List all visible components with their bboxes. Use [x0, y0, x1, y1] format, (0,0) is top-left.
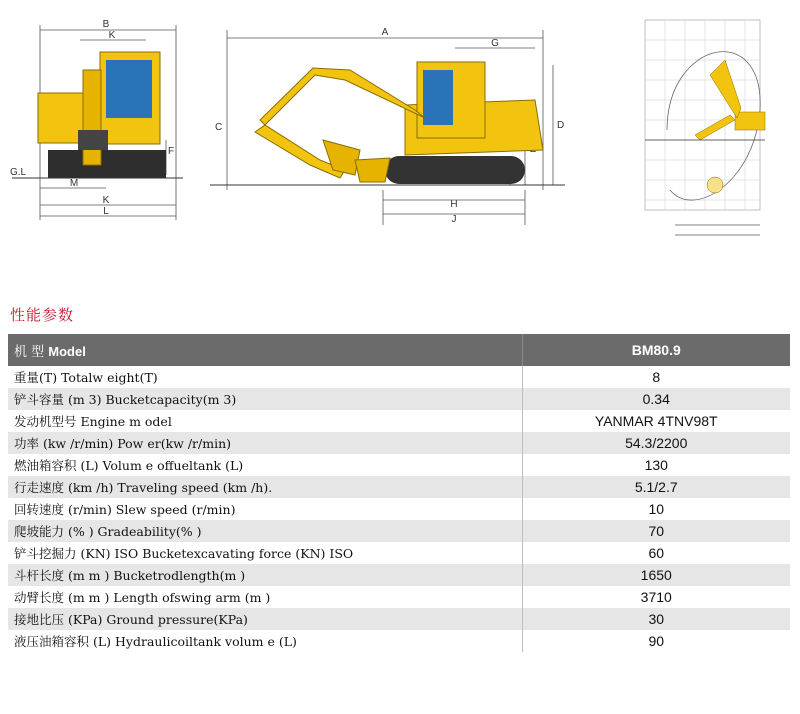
section-title: 性能参数 [10, 306, 75, 324]
working-range-diagram [615, 0, 770, 245]
row-label: 行走速度 (km /h) Traveling speed (km /h). [8, 476, 522, 498]
table-row [8, 454, 790, 476]
row-value: 54.3/2200 [522, 432, 790, 454]
table-row [8, 608, 790, 630]
row-label: 动臂长度 (m m ) Length ofswing arm (m ) [14, 590, 271, 605]
front-label-f: F [168, 146, 175, 157]
header-label-cn: 机 型 [14, 344, 45, 360]
front-label-gl: G.L [10, 167, 27, 178]
row-label: 铲斗挖掘力 (KN) ISO Bucketexcavating force (KN) ISO [14, 546, 354, 561]
table-row [8, 630, 790, 652]
row-label: 爬坡能力 (% ) Gradeability(% ) [8, 520, 522, 542]
side-label-c: C [215, 122, 223, 133]
row-label: 接地比压 (KPa) Ground pressure(KPa) [8, 608, 522, 630]
row-value: 130 [522, 454, 790, 476]
front-excavator-body [38, 52, 166, 178]
table-row [8, 388, 790, 410]
side-label-j: J [451, 214, 457, 225]
row-value: 5.1/2.7 [522, 476, 790, 498]
header-value: BM80.9 [522, 334, 790, 366]
side-label-d: D [557, 120, 565, 131]
row-value: 90 [522, 630, 790, 652]
table-row [8, 366, 790, 388]
row-value: 60 [522, 542, 790, 564]
side-label-h: H [450, 199, 458, 210]
row-value: 8 [522, 366, 790, 388]
side-view-diagram [205, 0, 585, 235]
row-label: 燃油箱容积 (L) Volum e offueltank (L) [14, 458, 244, 473]
front-label-m: M [69, 178, 79, 189]
row-label: 发动机型号 Engine m odel [14, 414, 172, 429]
row-value: 70 [522, 520, 790, 542]
header-label-en: Model [48, 343, 86, 359]
front-label-k-top: K [108, 30, 116, 41]
side-excavator-body [255, 62, 543, 184]
table-row [8, 520, 790, 542]
front-label-k-bottom: K [102, 195, 110, 206]
row-value: 0.34 [522, 388, 790, 410]
header-label [8, 334, 522, 366]
row-label: 斗杆长度 (m m ) Bucketrodlength(m ) [8, 564, 522, 586]
row-label: 回转速度 (r/min) Slew speed (r/min) [14, 502, 236, 517]
row-value: YANMAR 4TNV98T [522, 410, 790, 432]
table-row [8, 498, 790, 520]
row-label: 液压油箱容积 (L) Hydraulicoiltank volum e (L) [14, 634, 297, 649]
row-value: 3710 [522, 586, 790, 608]
row-value: 1650 [522, 564, 790, 586]
spec-table [8, 334, 790, 652]
row-label: 功率 (kw /r/min) Pow er(kw /r/min) [8, 432, 522, 454]
row-label: 铲斗容量 (m 3) Bucketcapacity(m 3) [8, 388, 522, 410]
row-label: 重量(T) Totalw eight(T) [14, 370, 158, 385]
row-value: 10 [522, 498, 790, 520]
side-label-g: G [491, 38, 499, 49]
table-row [8, 564, 790, 586]
table-row [8, 432, 790, 454]
table-header-row [8, 334, 790, 366]
front-label-b: B [102, 19, 110, 30]
table-row [8, 586, 790, 608]
front-label-l: L [103, 206, 109, 217]
row-value: 30 [522, 608, 790, 630]
table-row [8, 410, 790, 432]
side-label-a: A [381, 27, 389, 38]
front-view-diagram [8, 0, 193, 230]
table-row [8, 542, 790, 564]
table-row [8, 476, 790, 498]
